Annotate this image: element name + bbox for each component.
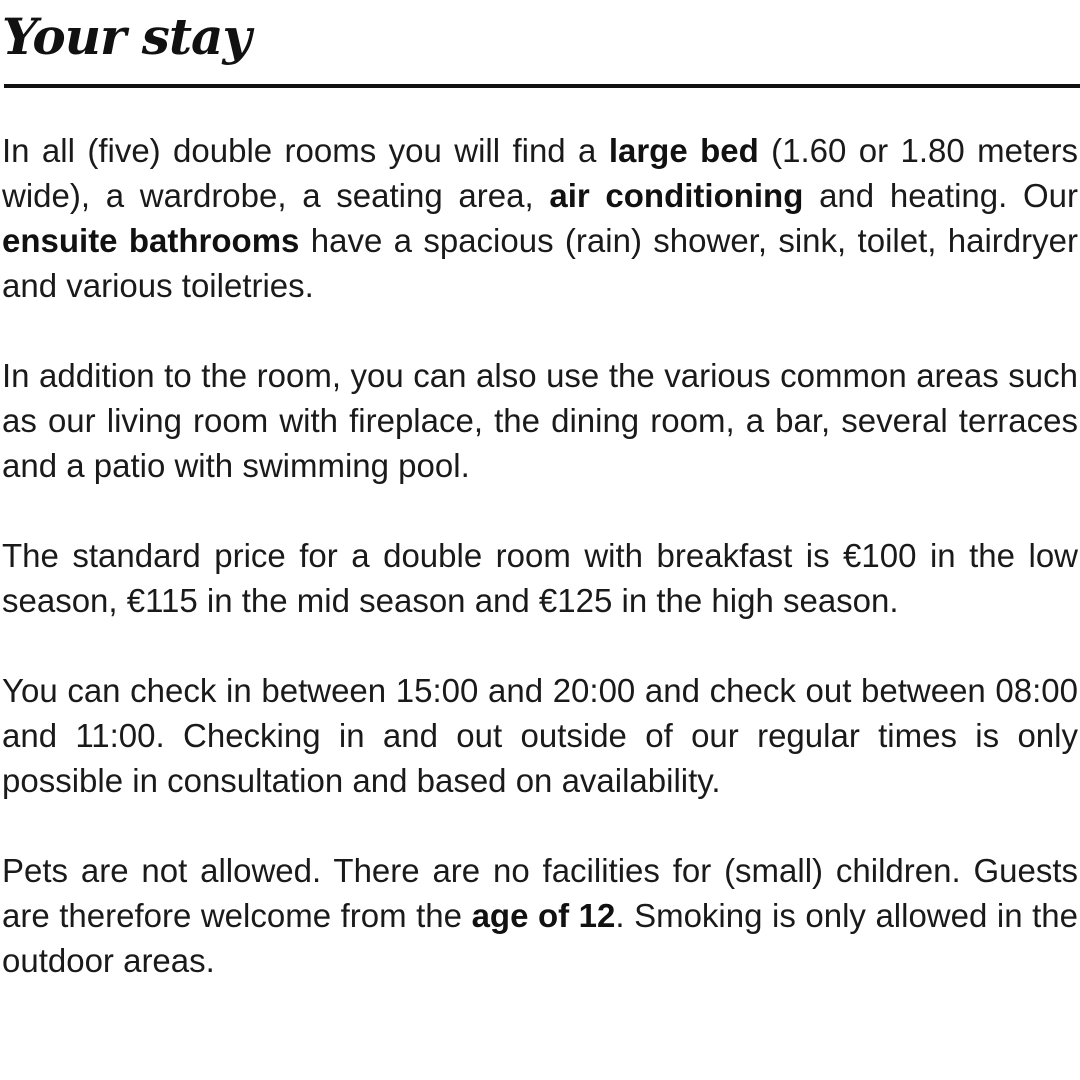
rules-text-2: . Smoking is only allowed in the outdoor areas. [2, 897, 1078, 979]
large-bed-highlight: large bed [608, 132, 759, 169]
air-conditioning-highlight: air conditioning [549, 177, 804, 214]
ensuite-bathrooms-highlight: ensuite bathrooms [2, 222, 300, 259]
rooms-text-3: and heating. Our [803, 177, 1078, 214]
title-divider [4, 84, 1080, 88]
rooms-text-2: (1.60 or 1.80 meters wide), a wardrobe, a seating area, [2, 132, 1078, 214]
rooms-text-1: In all (five) double rooms you will find a [2, 132, 609, 169]
age-highlight: age of 12 [471, 897, 616, 934]
page-title: Your stay [2, 7, 251, 66]
content [2, 128, 1078, 983]
common-areas-paragraph: In addition to the room, you can also use the various common areas such as our living room with fireplace, the dining room, a bar, several terraces and a patio with swimming pool. [2, 357, 1078, 484]
checkin-paragraph: You can check in between 15:00 and 20:00 and check out between 08:00 and 11:00. Checking in and out outside of our regular times is only possible in consultation and based on availability. [2, 672, 1078, 799]
rooms-paragraph [2, 128, 1078, 308]
rooms-text-4: have a spacious (rain) shower, sink, toilet, hairdryer and various toiletries. [2, 222, 1078, 304]
price-paragraph: The standard price for a double room with breakfast is €100 in the low season, €115 in the mid season and €125 in the high season. [2, 537, 1078, 619]
rules-paragraph [2, 848, 1078, 983]
rules-text-1: Pets are not allowed. There are no facilities for (small) children. Guests are therefore welcome from the [2, 852, 1078, 934]
